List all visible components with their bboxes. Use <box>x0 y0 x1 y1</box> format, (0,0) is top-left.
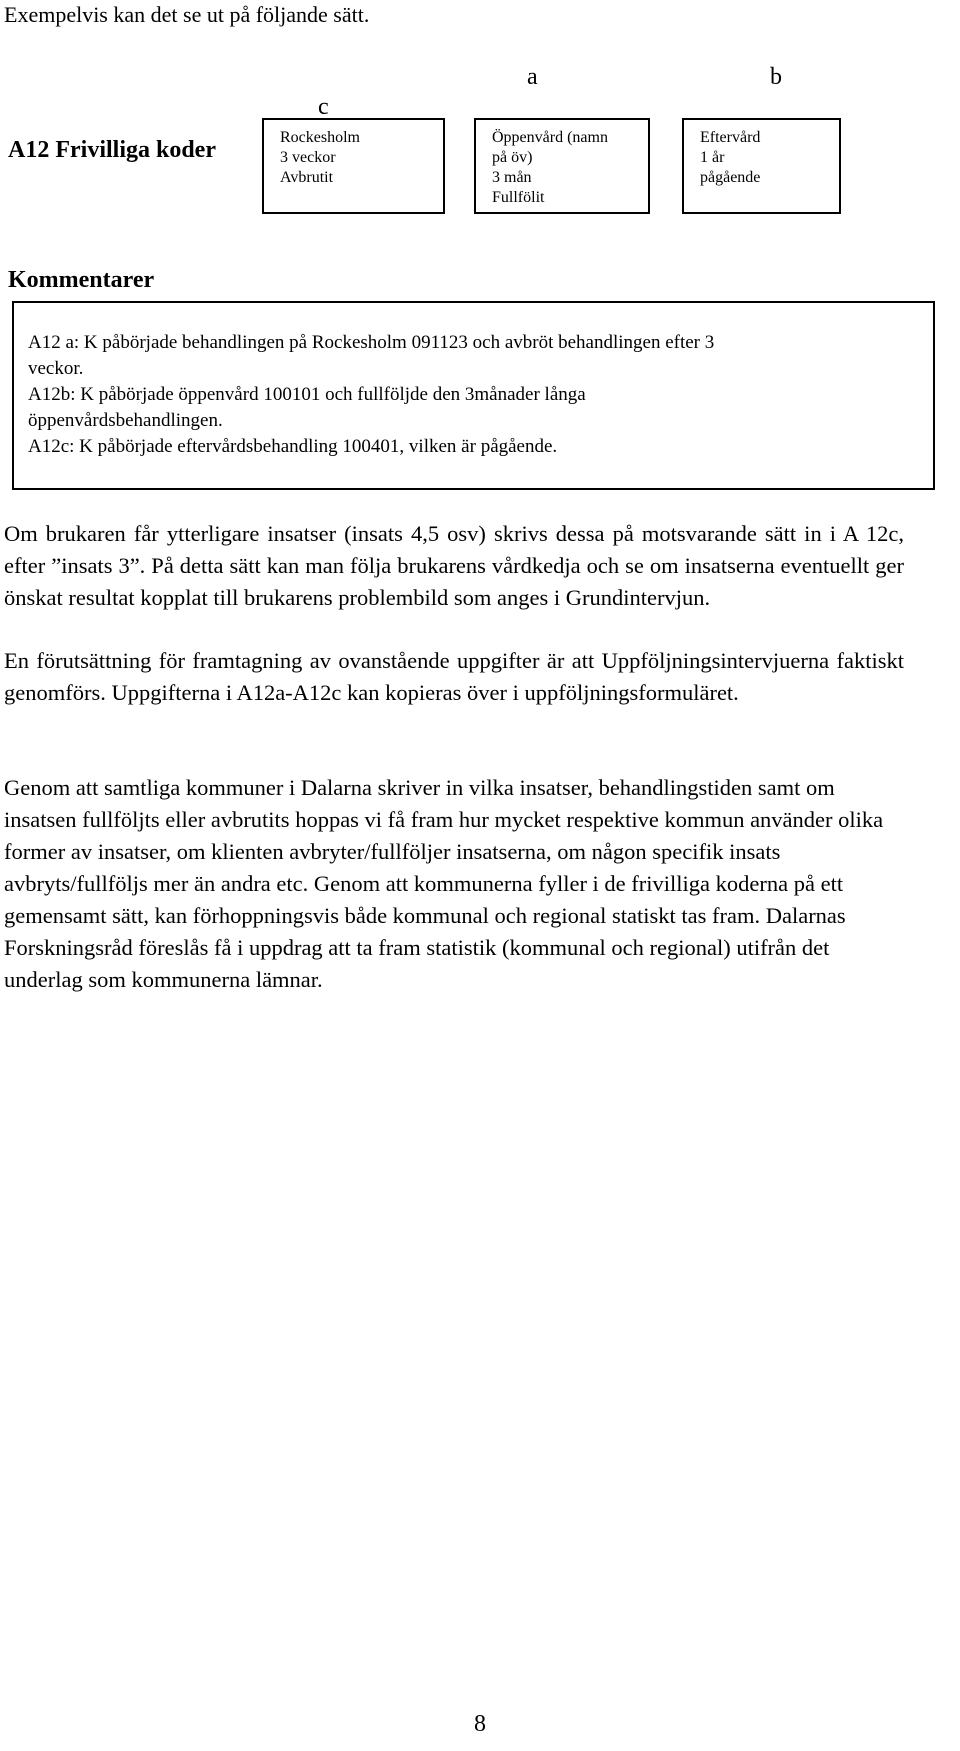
comment-line: A12 a: K påbörjade behandlingen på Rockesholm 091123 och avbröt behandlingen efter 3 <box>28 332 715 353</box>
comment-line: veckor. <box>28 358 84 379</box>
code-box-c-line: Rockesholm <box>280 129 360 146</box>
codes-title: A12 Frivilliga koder <box>8 137 216 163</box>
code-box-a-line: 3 mån <box>492 169 532 186</box>
code-box-a-line: på öv) <box>492 149 533 166</box>
intro-text: Exempelvis kan det se ut på följande sätt. <box>4 2 370 27</box>
column-letter-a: a <box>527 64 538 90</box>
comments-heading: Kommentarer <box>8 267 155 293</box>
code-box-a-line: Fullfölit <box>492 189 545 206</box>
code-box-b <box>682 118 841 214</box>
comment-line: A12b: K påbörjade öppenvård 100101 och fullföljde den 3månader långa <box>28 384 586 405</box>
paragraph-dalarna: Genom att samtliga kommuner i Dalarna skriver in vilka insatser, behandlingstiden samt om insatsen fullföljts eller avbrutits hoppas vi få fram hur mycket respektive kommun använder olika former av insatser, om klienten avbryter/fullföljer insatserna, om någon specifik insats avbryts/fullföljs mer än andra etc. Genom att kommunerna fyller i de frivilliga koderna på ett gemensamt sätt, kan förhoppningsvis både kommunal och regional statiskt tas fram. Dalarnas Forskningsråd föreslås få i uppdrag att ta fram statistik (kommunal och regional) utifrån det underlag som kommunerna lämnar. <box>4 775 884 992</box>
comments-box <box>12 301 935 490</box>
code-box-b-line: Eftervård <box>700 129 761 146</box>
paragraph-forutsattning: En förutsättning för framtagning av ovanstående uppgifter är att Uppföljningsintervjuerna faktiskt genomförs. Uppgifterna i A12a-A12c kan kopieras över i uppföljningsformuläret. <box>4 648 904 705</box>
comment-line: öppenvårdsbehandlingen. <box>28 410 223 431</box>
column-letter-b: b <box>770 64 782 90</box>
code-box-c <box>262 118 445 214</box>
code-box-b-line: pågående <box>700 169 761 186</box>
code-box-a <box>474 118 650 214</box>
paragraph-insatser: Om brukaren får ytterligare insatser (insats 4,5 osv) skrivs dessa på motsvarande sätt in i A 12c, efter ”insats 3”. På detta sätt kan man följa brukarens vårdkedja och se om insatserna eventuellt ger önskat resultat kopplat till brukarens problembild som anges i Grundintervjun. <box>4 521 904 610</box>
code-box-c-line: 3 veckor <box>280 149 336 166</box>
code-box-c-line: Avbrutit <box>280 169 334 186</box>
code-box-a-line: Öppenvård (namn <box>492 129 608 146</box>
comment-line: A12c: K påbörjade eftervårdsbehandling 100401, vilken är pågående. <box>28 436 558 457</box>
code-box-b-line: 1 år <box>700 149 725 166</box>
column-letter-c: c <box>318 94 329 120</box>
page-number: 8 <box>474 1711 486 1737</box>
